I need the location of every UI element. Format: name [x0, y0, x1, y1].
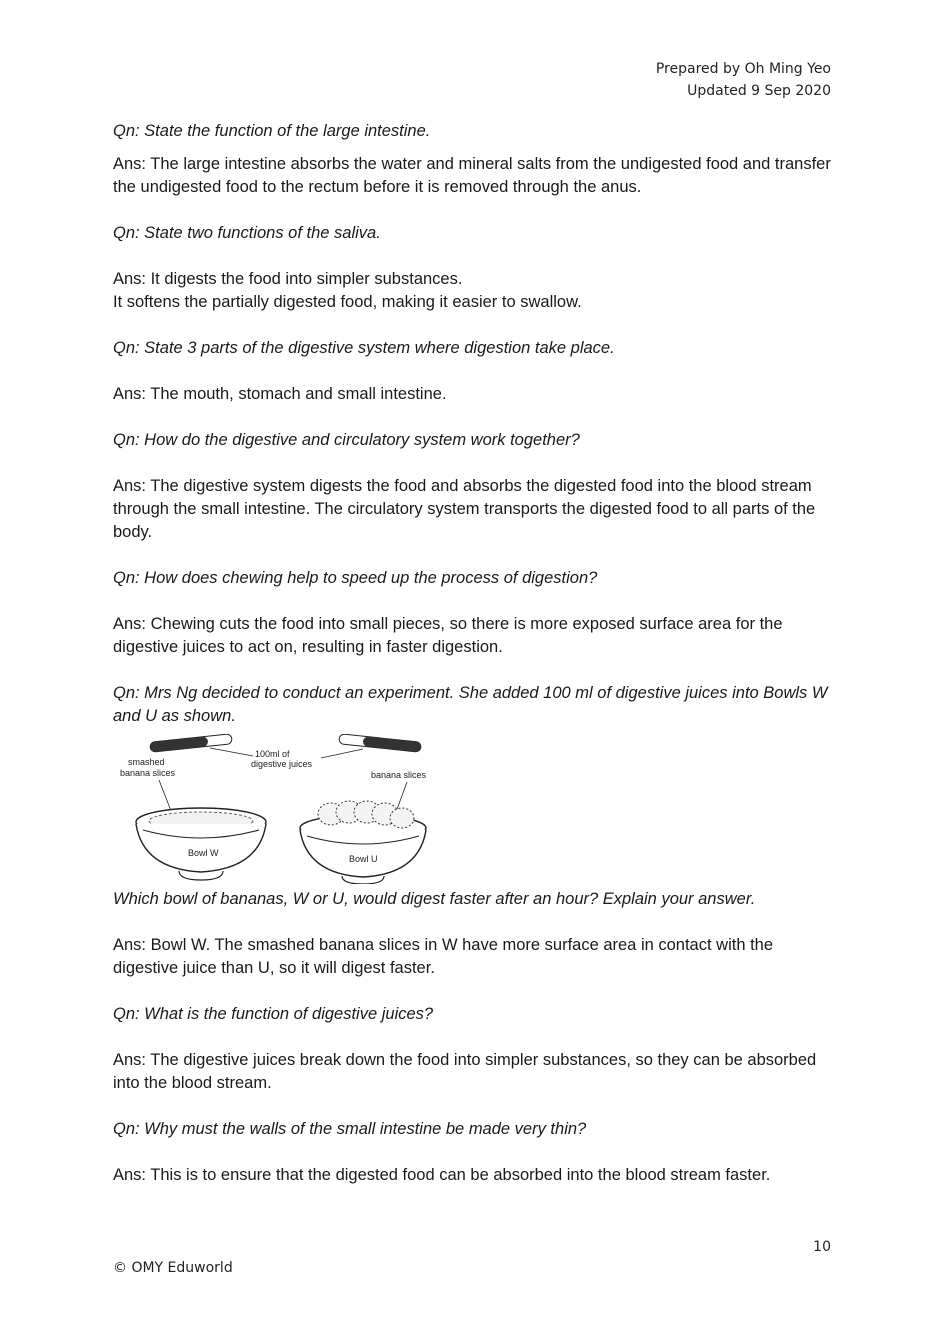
smashed-label-line-1: smashed	[128, 757, 165, 767]
copyright-footer: © OMY Eduworld	[113, 1260, 233, 1276]
question-3: Qn: State 3 parts of the digestive system where digestion take place.	[113, 339, 615, 357]
test-tube-right	[339, 734, 422, 752]
bowl-u-label: Bowl U	[349, 854, 378, 864]
page-number: 10	[813, 1239, 831, 1255]
page-header	[656, 58, 831, 102]
question-8: Qn: Why must the walls of the small intestine be made very thin?	[113, 1120, 587, 1138]
answer-7: Ans: The digestive juices break down the food into simpler substances, so they can be absorbed into the blood stream.	[113, 1051, 817, 1092]
answer-5: Ans: Chewing cuts the food into small pieces, so there is more exposed surface area for the digestive juices to act on, resulting in faster digestion.	[113, 615, 783, 656]
slices-label: banana slices	[371, 770, 427, 780]
bowl-w-label: Bowl W	[188, 848, 219, 858]
question-7: Qn: What is the function of digestive juices?	[113, 1005, 434, 1023]
answer-8: Ans: This is to ensure that the digested food can be absorbed into the blood stream faster.	[113, 1166, 771, 1184]
question-4: Qn: How do the digestive and circulatory system work together?	[113, 431, 580, 449]
answer-3: Ans: The mouth, stomach and small intestine.	[113, 385, 447, 403]
juice-label-line-1: 100ml of	[255, 749, 290, 759]
updated-line: Updated 9 Sep 2020	[687, 83, 831, 99]
smashed-label-line-2: banana slices	[120, 768, 176, 778]
answer-2-line-2: It softens the partially digested food, making it easier to swallow.	[113, 293, 582, 311]
question-6-part-2: Which bowl of bananas, W or U, would digest faster after an hour? Explain your answer.	[113, 890, 756, 908]
author-line: Prepared by Oh Ming Yeo	[655, 61, 831, 77]
answer-4: Ans: The digestive system digests the food and absorbs the digested food into the blood stream through the small intestine. The circulatory system transports the digested food to all parts of the body.	[113, 477, 816, 541]
question-6: Qn: Mrs Ng decided to conduct an experiment. She added 100 ml of digestive juices into Bowls W and U as shown.	[113, 684, 828, 725]
answer-1: Ans: The large intestine absorbs the water and mineral salts from the undigested food and transfer the undigested food to the rectum before it is removed through the anus.	[113, 155, 831, 196]
answer-2-line-1: Ans: It digests the food into simpler substances.	[113, 270, 463, 288]
bowl-u	[300, 801, 426, 884]
juice-label-line-2: digestive juices	[251, 759, 313, 769]
bowl-w	[136, 808, 266, 880]
bowl-experiment-figure	[113, 734, 443, 884]
question-2: Qn: State two functions of the saliva.	[113, 224, 381, 242]
question-1: Qn: State the function of the large intestine.	[113, 122, 431, 140]
qa-content	[113, 120, 833, 1187]
answer-6: Ans: Bowl W. The smashed banana slices in W have more surface area in contact with the digestive juice than U, so it will digest faster.	[113, 936, 774, 977]
bowl-diagram	[113, 734, 443, 884]
question-5: Qn: How does chewing help to speed up the process of digestion?	[113, 569, 598, 587]
